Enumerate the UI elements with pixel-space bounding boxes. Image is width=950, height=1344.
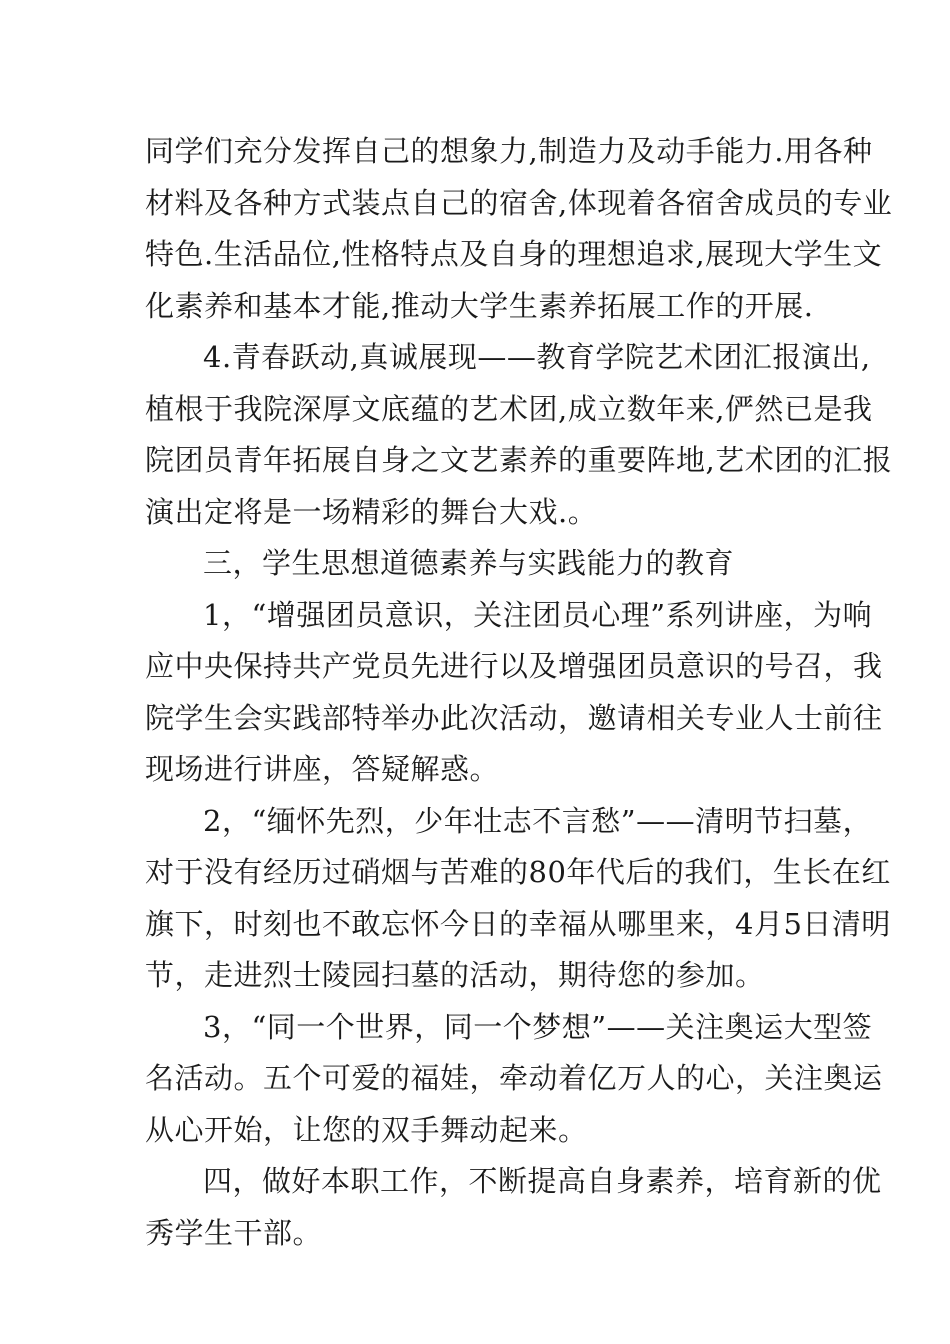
text-line: 秀学生干部。 — [145, 1215, 323, 1250]
text-line: 材料及各种方式装点自己的宿舍,体现着各宿舍成员的专业 — [145, 185, 893, 220]
paragraph-start-line: 1，“增强团员意识，关注团员心理”系列讲座，为响 — [203, 597, 873, 632]
text-line: 应中央保持共产党员先进行以及增强团员意识的号召，我 — [145, 649, 883, 683]
paragraph-start-line: 4.青春跃动,真诚展现——教育学院艺术团汇报演出, — [203, 340, 871, 374]
paragraph-start-line: 3，“同一个世界，同一个梦想”——关注奥运大型签 — [203, 1009, 873, 1044]
document-body — [145, 126, 893, 1259]
text-line: 演出定将是一场精彩的舞台大戏.。 — [145, 494, 598, 529]
text-line: 旗下，时刻也不敢忘怀今日的幸福从哪里来，4月5日清明 — [145, 906, 891, 941]
text-line: 化素养和基本才能,推动大学生素养拓展工作的开展. — [145, 288, 814, 323]
section-heading: 四，做好本职工作，不断提高自身素养，培育新的优 — [203, 1164, 882, 1198]
text-line: 特色.生活品位,性格特点及自身的理想追求,展现大学生文 — [145, 237, 883, 271]
paragraph-start-line: 2，“缅怀先烈，少年壮志不言愁”——清明节扫墓， — [203, 803, 873, 838]
text-line: 植根于我院深厚文底蕴的艺术团,成立数年来,俨然已是我 — [145, 391, 873, 426]
text-line: 院团员青年拓展自身之文艺素养的重要阵地,艺术团的汇报 — [145, 443, 893, 477]
text-line: 对于没有经历过硝烟与苦难的80年代后的我们，生长在红 — [145, 855, 891, 889]
text-line: 从心开始，让您的双手舞动起来。 — [145, 1112, 588, 1147]
text-line: 节，走进烈士陵园扫墓的活动，期待您的参加。 — [145, 958, 765, 992]
text-line: 名活动。五个可爱的福娃，牵动着亿万人的心，关注奥运 — [145, 1061, 883, 1095]
section-heading: 三，学生思想道德素养与实践能力的教育 — [203, 546, 735, 580]
text-line: 现场进行讲座，答疑解惑。 — [145, 752, 500, 786]
text-line: 院学生会实践部特举办此次活动，邀请相关专业人士前往 — [145, 700, 883, 735]
text-line: 同学们充分发挥自己的想象力,制造力及动手能力.用各种 — [145, 134, 873, 168]
